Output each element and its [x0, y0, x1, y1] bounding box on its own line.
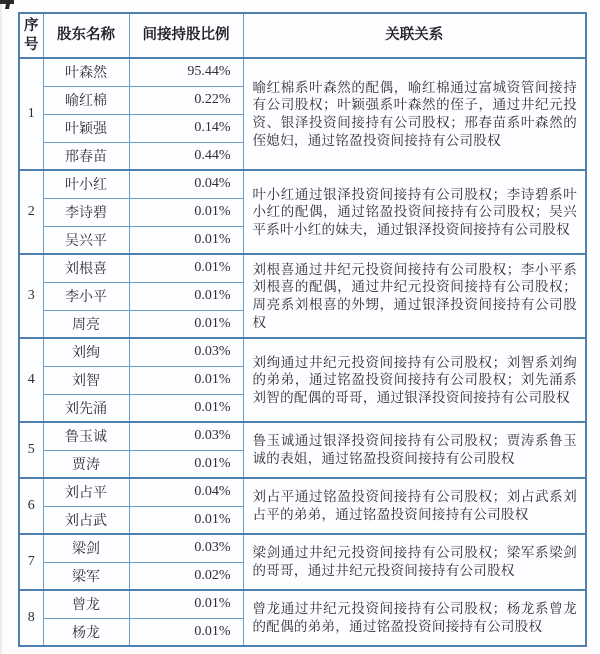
table-row: [19, 478, 586, 506]
relationship-cell: 喻红棉系叶森然的配偶，喻红棉通过富城资管间接持有公司股权；叶颖强系叶森然的侄子，通过井纪元投资、银泽投资间接持有公司股权；邢春苗系叶森然的侄媳妇，通过铭盈投资间接持有公司股权: [243, 58, 586, 170]
corner-artifact: [0, 0, 14, 9]
header-relationship: 关联关系: [243, 13, 586, 58]
indirect-ratio-cell: 0.01%: [129, 506, 243, 534]
relationship-cell: 曾龙通过井纪元投资间接持有公司股权；杨龙系曾龙的配偶的弟弟，通过铭盈投资间接持有公司股权: [243, 590, 586, 646]
header-shareholder-name: 股东名称: [43, 13, 129, 58]
seq-no-cell: 1: [19, 58, 43, 170]
indirect-ratio-cell: 0.01%: [129, 282, 243, 310]
indirect-ratio-cell: 0.01%: [129, 590, 243, 618]
indirect-ratio-cell: 0.01%: [129, 226, 243, 254]
table-row: [19, 254, 586, 282]
indirect-ratio-cell: 0.01%: [129, 198, 243, 226]
shareholder-table: [18, 12, 587, 647]
indirect-ratio-cell: 0.01%: [129, 310, 243, 338]
shareholder-name-cell: 刘占平: [43, 478, 129, 506]
indirect-ratio-cell: 0.03%: [129, 534, 243, 562]
shareholder-name-cell: 刘智: [43, 366, 129, 394]
shareholder-name-cell: 吴兴平: [43, 226, 129, 254]
indirect-ratio-cell: 0.04%: [129, 170, 243, 198]
indirect-ratio-cell: 0.01%: [129, 366, 243, 394]
shareholder-name-cell: 李小平: [43, 282, 129, 310]
indirect-ratio-cell: 0.01%: [129, 450, 243, 478]
shareholder-table-body: [19, 58, 586, 646]
indirect-ratio-cell: 95.44%: [129, 58, 243, 86]
shareholder-name-cell: 叶森然: [43, 58, 129, 86]
shareholder-name-cell: 叶颖强: [43, 114, 129, 142]
page-edge-shade: [0, 0, 2, 654]
indirect-ratio-cell: 0.01%: [129, 394, 243, 422]
table-header-row: [19, 13, 586, 58]
seq-no-cell: 6: [19, 478, 43, 534]
relationship-cell: 刘绚通过井纪元投资间接持有公司股权；刘智系刘绚的弟弟，通过铭盈投资间接持有公司股权；刘先涌系刘智的配偶的哥哥，通过银泽投资间接持有公司股权: [243, 338, 586, 422]
shareholder-name-cell: 曾龙: [43, 590, 129, 618]
seq-no-cell: 5: [19, 422, 43, 478]
shareholder-name-cell: 喻红棉: [43, 86, 129, 114]
shareholder-name-cell: 梁军: [43, 562, 129, 590]
indirect-ratio-cell: 0.22%: [129, 86, 243, 114]
relationship-cell: 刘根喜通过井纪元投资间接持有公司股权；李小平系刘根喜的配偶，通过井纪元投资间接持有公司股权；周亮系刘根喜的外甥，通过银泽投资间接持有公司股权: [243, 254, 586, 338]
shareholder-name-cell: 刘占武: [43, 506, 129, 534]
table-row: [19, 170, 586, 198]
shareholder-name-cell: 刘根喜: [43, 254, 129, 282]
shareholder-name-cell: 叶小红: [43, 170, 129, 198]
indirect-ratio-cell: 0.01%: [129, 254, 243, 282]
shareholder-name-cell: 刘绚: [43, 338, 129, 366]
header-seq-no: 序号: [19, 13, 43, 58]
indirect-ratio-cell: 0.04%: [129, 478, 243, 506]
seq-no-cell: 4: [19, 338, 43, 422]
table-row: [19, 58, 586, 86]
table-row: [19, 590, 586, 618]
seq-no-cell: 7: [19, 534, 43, 590]
shareholder-name-cell: 梁剑: [43, 534, 129, 562]
seq-no-cell: 2: [19, 170, 43, 254]
shareholder-name-cell: 邢春苗: [43, 142, 129, 170]
indirect-ratio-cell: 0.44%: [129, 142, 243, 170]
table-row: [19, 534, 586, 562]
relationship-cell: 鲁玉诚通过银泽投资间接持有公司股权；贾涛系鲁玉诚的表姐，通过铭盈投资间接持有公司股权: [243, 422, 586, 478]
header-indirect-ratio: 间接持股比例: [129, 13, 243, 58]
table-row: [19, 422, 586, 450]
shareholder-name-cell: 刘先涌: [43, 394, 129, 422]
seq-no-cell: 3: [19, 254, 43, 338]
indirect-ratio-cell: 0.02%: [129, 562, 243, 590]
relationship-cell: 刘占平通过铭盈投资间接持有公司股权；刘占武系刘占平的弟弟，通过铭盈投资间接持有公司股权: [243, 478, 586, 534]
shareholder-name-cell: 周亮: [43, 310, 129, 338]
indirect-ratio-cell: 0.03%: [129, 338, 243, 366]
shareholder-name-cell: 杨龙: [43, 618, 129, 646]
indirect-ratio-cell: 0.01%: [129, 618, 243, 646]
relationship-cell: 梁剑通过井纪元投资间接持有公司股权；梁军系梁剑的哥哥，通过井纪元投资间接持有公司股权: [243, 534, 586, 590]
indirect-ratio-cell: 0.03%: [129, 422, 243, 450]
indirect-ratio-cell: 0.14%: [129, 114, 243, 142]
relationship-cell: 叶小红通过银泽投资间接持有公司股权；李诗碧系叶小红的配偶，通过铭盈投资间接持有公司股权；吴兴平系叶小红的妹夫，通过银泽投资间接持有公司股权: [243, 170, 586, 254]
shareholder-name-cell: 贾涛: [43, 450, 129, 478]
shareholder-name-cell: 李诗碧: [43, 198, 129, 226]
table-row: [19, 338, 586, 366]
shareholder-name-cell: 鲁玉诚: [43, 422, 129, 450]
seq-no-cell: 8: [19, 590, 43, 646]
